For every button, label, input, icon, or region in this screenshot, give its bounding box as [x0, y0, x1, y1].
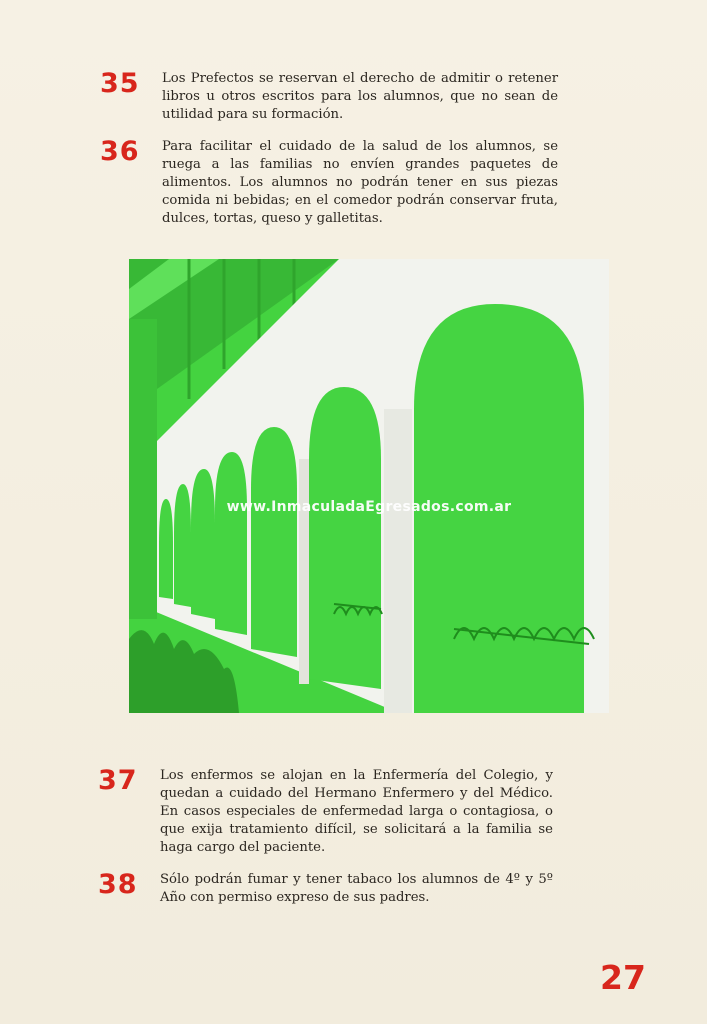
- rule-text: Para facilitar el cuidado de la salud de los alumnos, se ruega a las familias no envíen grandes paquetes de alimentos. Los alumnos no podrán tener en sus piezas comida ni bebidas; en el comedor podrán conservar fruta, dulces, tortas, queso y galletitas.: [162, 139, 558, 226]
- rule-text: Los enfermos se alojan en la Enfermería del Colegio, y quedan a cuidado del Hermano Enfermero y del Médico. En casos especiales de enfermedad larga o contagiosa, o que exija tratamiento difícil, se solicitará a la familia se haga cargo del paciente.: [160, 768, 553, 855]
- arcade-illustration: [129, 259, 609, 713]
- cloister-arcade-photo: [129, 259, 609, 713]
- rule-number: 38: [98, 869, 138, 900]
- rule-number: 37: [98, 765, 138, 796]
- rule-number: 36: [100, 136, 140, 167]
- watermark-text: www.InmaculadaEgresados.com.ar: [226, 499, 512, 515]
- rule-text: Sólo podrán fumar y tener tabaco los alumnos de 4º y 5º Año con permiso expreso de sus padres.: [160, 872, 553, 905]
- rule-number: 35: [100, 68, 140, 99]
- rule-text: Los Prefectos se reservan el derecho de admitir o retener libros u otros escritos para los alumnos, que no sean de utilidad para su formación.: [162, 71, 558, 122]
- page-number: 27: [600, 958, 646, 997]
